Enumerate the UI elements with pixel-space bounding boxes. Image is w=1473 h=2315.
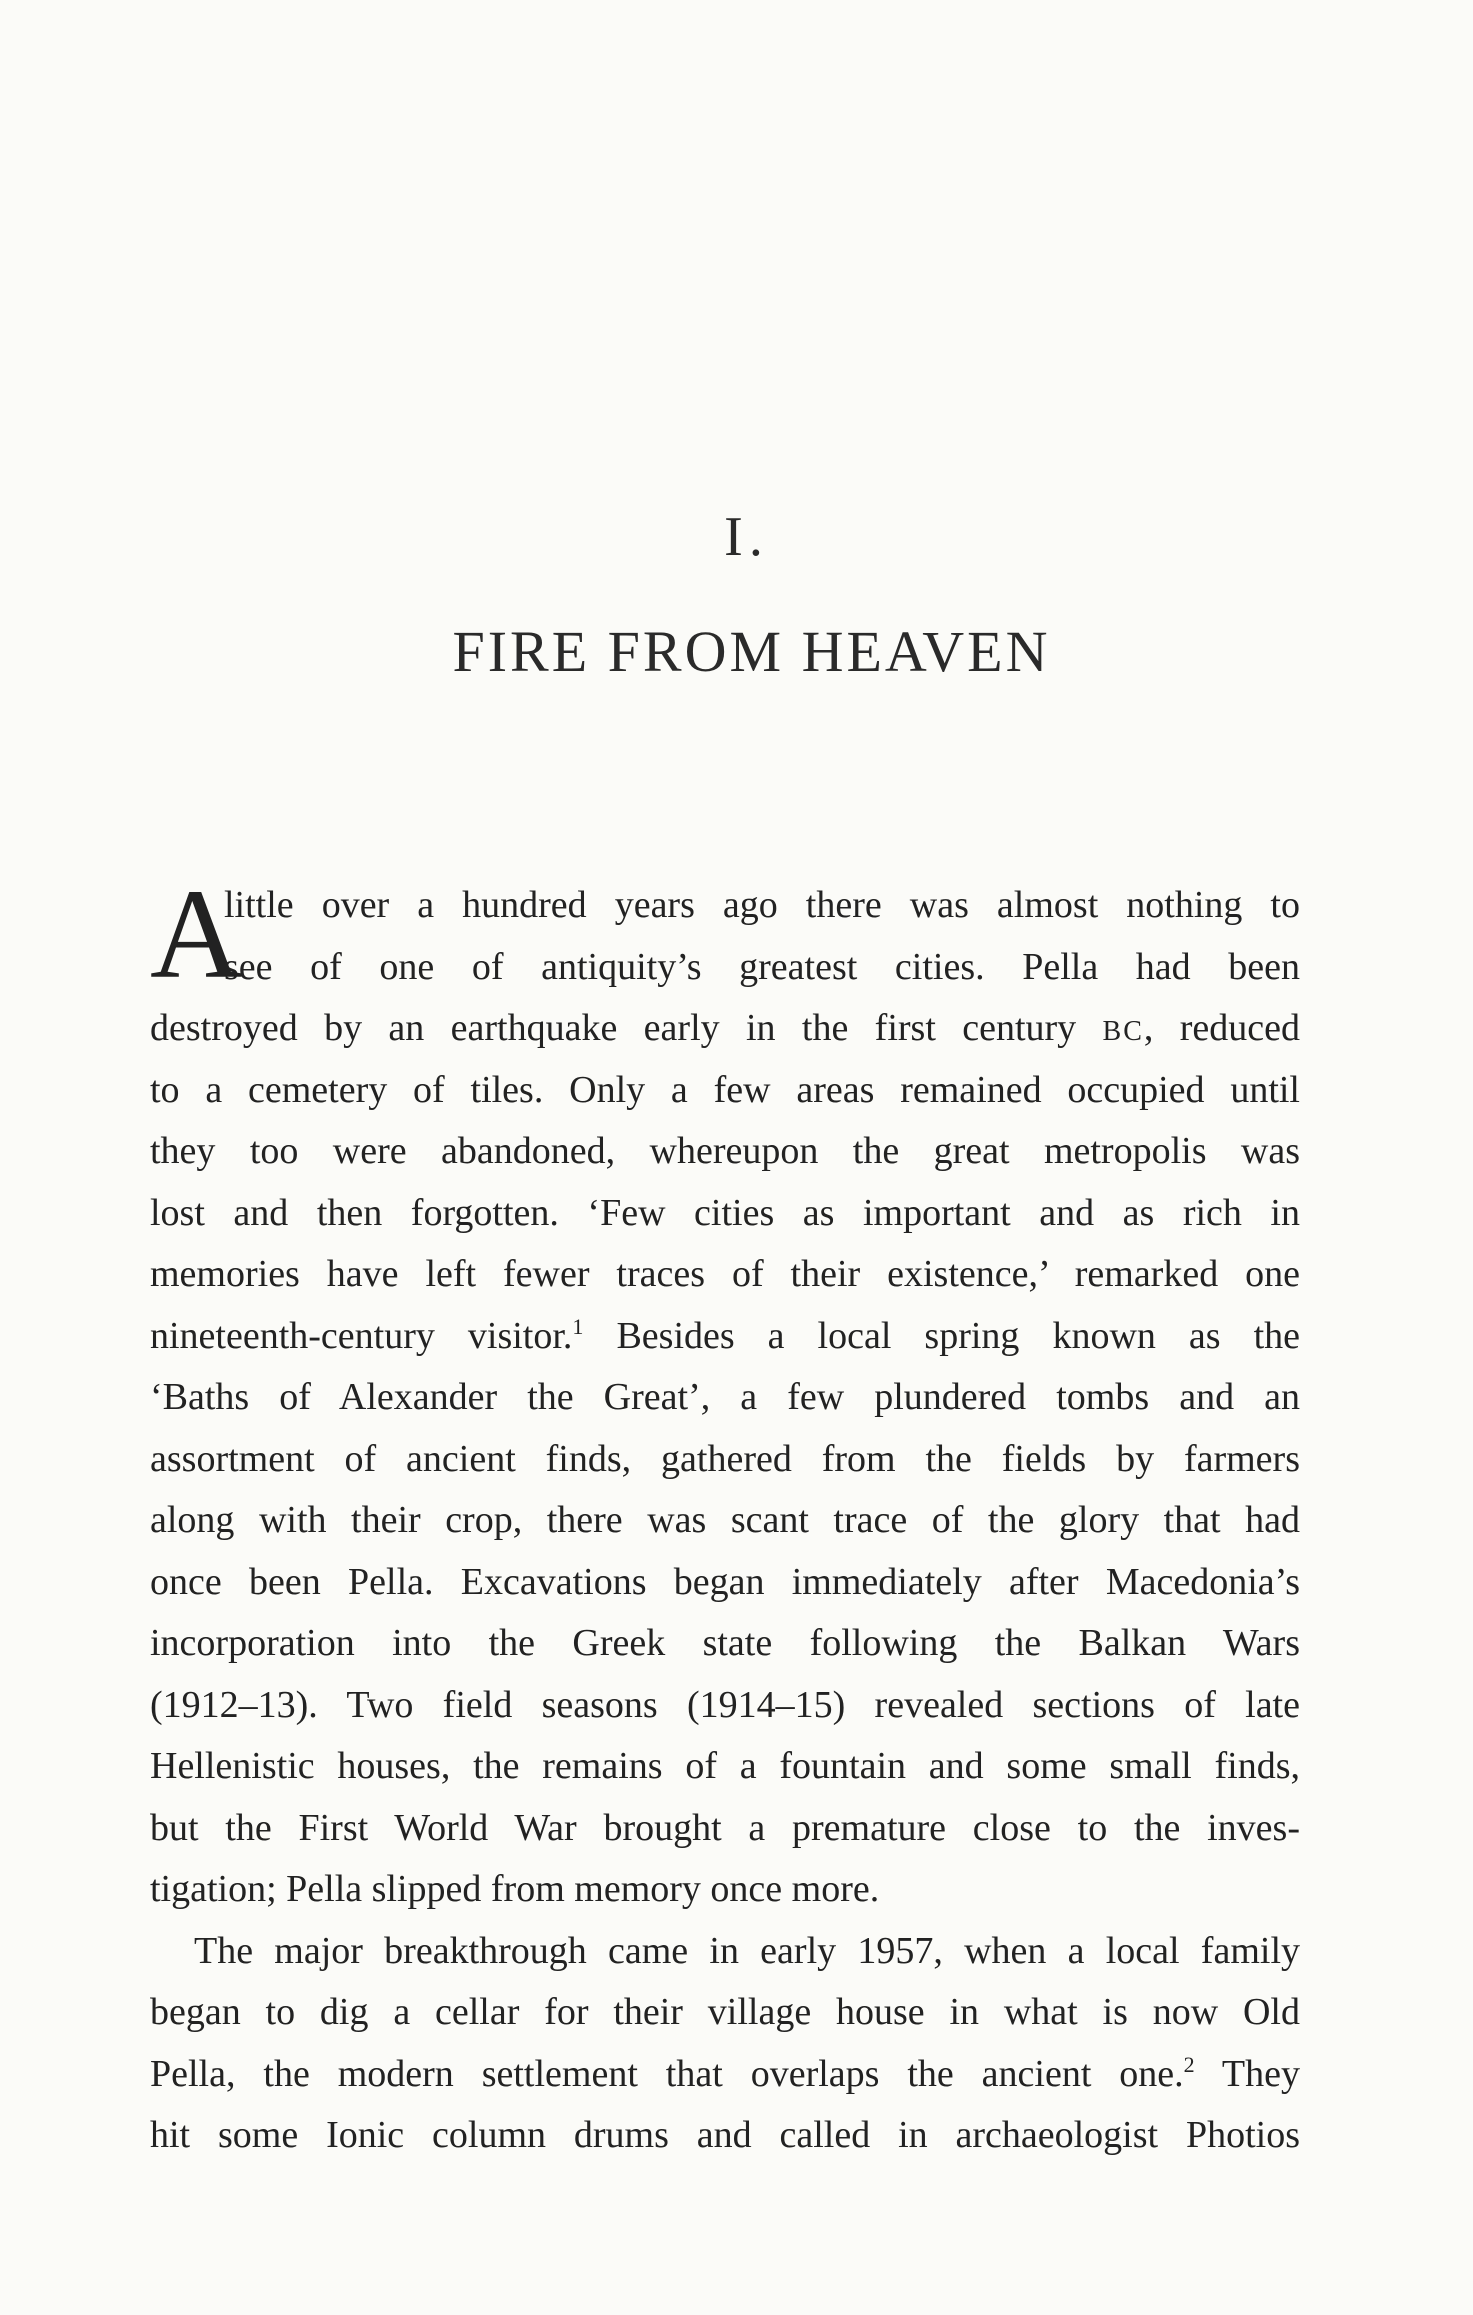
text-segment: Pella, the modern settlement that overlaps the ancient one. — [150, 2052, 1184, 2095]
text-line: began to dig a cellar for their village house in what is now Old — [150, 1991, 1300, 2033]
text-segment: They — [1194, 2052, 1300, 2095]
era-abbreviation: BC — [1102, 1016, 1144, 1047]
text-line: assortment of ancient finds, gathered from the fields by farmers — [150, 1437, 1300, 1480]
chapter-number: I. — [724, 506, 769, 568]
text-line — [150, 1306, 1300, 1368]
chapter-title: FIRE FROM HEAVEN — [452, 619, 1051, 684]
chapter-body — [150, 863, 1301, 2167]
text-line — [150, 2044, 1300, 2106]
text-segment: destroyed by an earthquake early in the first century — [150, 1007, 1103, 1049]
text-segment: , reduced — [1143, 1007, 1300, 1049]
text-line: little over a hundred years ago there was almost nothing to — [224, 884, 1300, 926]
paragraph-1 — [150, 863, 1301, 1921]
footnote-marker[interactable]: 1 — [572, 1313, 584, 1339]
text-line: to a cemetery of tiles. Only a few areas remained occupied until — [150, 1068, 1300, 1111]
footnote-marker[interactable]: 2 — [1183, 2051, 1195, 2077]
text-segment: nineteenth-century visitor. — [150, 1314, 573, 1357]
text-line: tigation; Pella slipped from memory once more. — [150, 1868, 880, 1910]
text-line: The major breakthrough came in early 1957, when a local family — [194, 1929, 1300, 1972]
text-line: see of one of antiquity’s greatest cities. Pella had been — [224, 945, 1300, 988]
text-line: along with their crop, there was scant trace of the glory that had — [150, 1499, 1300, 1541]
text-line: Hellenistic houses, the remains of a fountain and some small finds, — [150, 1745, 1300, 1787]
text-line: lost and then forgotten. ‘Few cities as important and as rich in — [150, 1191, 1300, 1234]
text-line: incorporation into the Greek state following the Balkan Wars — [150, 1622, 1300, 1664]
text-line: they too were abandoned, whereupon the great metropolis was — [150, 1130, 1300, 1172]
drop-cap: A — [150, 863, 243, 1005]
text-line — [150, 998, 1300, 1060]
text-segment: Besides a local spring known as the — [583, 1314, 1301, 1357]
text-line: ‘Baths of Alexander the Great’, a few plundered tombs and an — [150, 1376, 1300, 1418]
text-line: once been Pella. Excavations began immediately after Macedonia’s — [150, 1560, 1300, 1603]
text-line: memories have left fewer traces of their existence,’ remarked one — [150, 1253, 1300, 1295]
text-line: but the First World War brought a premature close to the inves- — [150, 1806, 1300, 1849]
text-line: hit some Ionic column drums and called in archaeologist Photios — [150, 2114, 1300, 2156]
text-line: (1912–13). Two field seasons (1914–15) revealed sections of late — [150, 1683, 1300, 1726]
paragraph-2 — [150, 1921, 1300, 2167]
